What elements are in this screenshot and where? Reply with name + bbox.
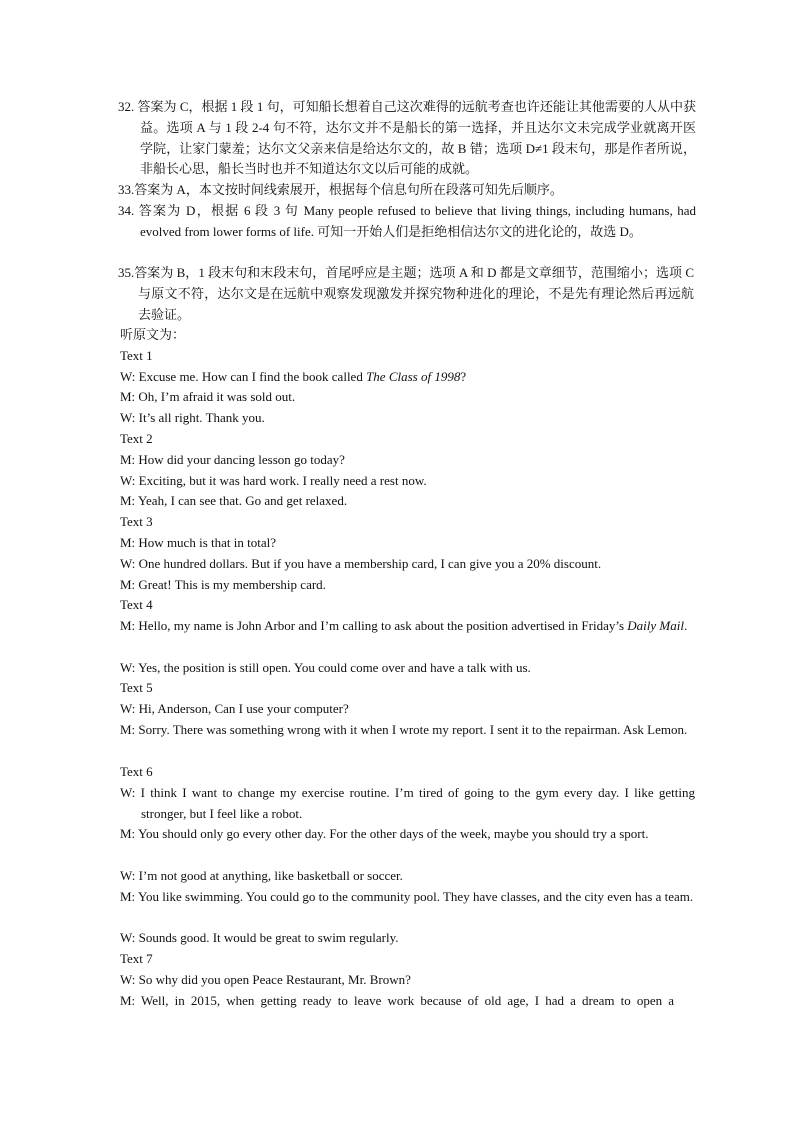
text-5-line-1: W: Hi, Anderson, Can I use your computer?: [120, 701, 349, 716]
answer-34: 34. 答案为 D，根据 6 段 3 句 Many people refused to believe that living things, including humans, had evolved from lower forms of life. 可知一开始人们是拒绝相信达尔文的进化论的，故选 D。: [118, 203, 696, 239]
text-6-line-5: W: Sounds good. It would be great to swim regularly.: [120, 930, 399, 945]
text-4-line-2: W: Yes, the position is still open. You could come over and have a talk with us.: [120, 660, 531, 675]
text-5-line-2: M: Sorry. There was something wrong with it when I wrote my report. I sent it to the repairman. Ask Lemon.: [120, 722, 688, 737]
text-3-line-2: W: One hundred dollars. But if you have a membership card, I can give you a 20% discount.: [120, 556, 602, 571]
text-7-label: Text 7: [120, 951, 153, 966]
answer-32: 32. 答案为 C，根据 1 段 1 句，可知船长想着自己这次难得的远航考查也许还能让其他需要的人从中获益。选项 A 与 1 段 2-4 句不符，达尔文并不是船长的第一选择，并且达尔文未完成学业就离开医学院，让家门蒙羞；达尔文父亲来信是给达尔文的，故 B 错；选项 D≠1 段末句，那是作者所说，非船长心思，船长当时也并不知道达尔文以后可能的成就。: [118, 99, 696, 177]
answer-33: 33.答案为 A，本文按时间线索展开，根据每个信息句所在段落可知先后顺序。: [118, 182, 563, 197]
text-2-label: Text 2: [120, 431, 153, 446]
text-1-line-2: M: Oh, I’m afraid it was sold out.: [120, 389, 296, 404]
text-2-line-2: W: Exciting, but it was hard work. I really need a rest now.: [120, 473, 427, 488]
text-3-line-1: M: How much is that in total?: [120, 535, 276, 550]
text-6-line-1: W: I think I want to change my exercise routine. I’m tired of going to the gym every day. I like getting stronger, but I feel like a robot.: [120, 785, 695, 821]
text-7-line-1: W: So why did you open Peace Restaurant, Mr. Brown?: [120, 972, 411, 987]
text-6-label: Text 6: [120, 764, 153, 779]
text-2-line-1: M: How did your dancing lesson go today?: [120, 452, 345, 467]
text-1-label: Text 1: [120, 348, 153, 363]
text-5-label: Text 5: [120, 680, 153, 695]
text-6-line-3: W: I’m not good at anything, like basketball or soccer.: [120, 868, 403, 883]
answer-35: 35.答案为 B，1 段末句和末段末句，首尾呼应是主题；选项 A 和 D 都是文章细节，范围缩小；选项 C 与原文不符，达尔文是在远航中观察发现激发并探究物种进化的理论，不是先有理论然后再远航去验证。: [118, 265, 694, 322]
newspaper-title: Daily Mail: [627, 618, 684, 633]
text-3-line-3: M: Great! This is my membership card.: [120, 577, 326, 592]
text-1-line-1: W: Excuse me. How can I find the book called The Class of 1998?: [120, 369, 467, 384]
book-title: The Class of 1998: [366, 369, 461, 384]
text-4-label: Text 4: [120, 597, 153, 612]
text-6-line-4: M: You like swimming. You could go to the community pool. They have classes, and the city even has a team.: [120, 889, 694, 904]
text-4-line-1: M: Hello, my name is John Arbor and I’m calling to ask about the position advertised in Friday’s Daily Mail.: [120, 618, 688, 633]
text-3-label: Text 3: [120, 514, 153, 529]
text-2-line-3: M: Yeah, I can see that. Go and get relaxed.: [120, 493, 348, 508]
text-6-line-2: M: You should only go every other day. For the other days of the week, maybe you should try a sport.: [120, 826, 649, 841]
text-7-line-2: M: Well, in 2015, when getting ready to leave work because of old age, I had a dream to open a: [120, 993, 674, 1008]
section-title: 听原文为：: [120, 327, 186, 342]
text-1-line-3: W: It’s all right. Thank you.: [120, 410, 265, 425]
